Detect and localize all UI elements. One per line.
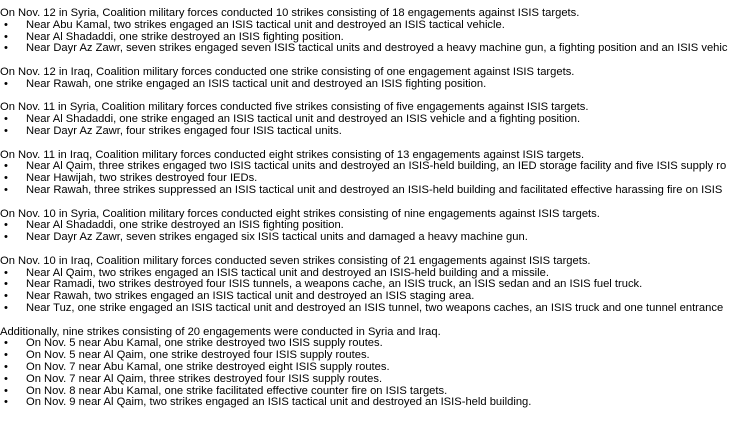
bullet-icon: • (4, 183, 8, 196)
list-item-text: Near Abu Kamal, two strikes engaged an ISIS tactical unit and destroyed an ISIS tactical vehicle. (26, 18, 505, 31)
bullet-icon: • (4, 231, 8, 244)
bullet-icon: • (4, 349, 8, 362)
bullet-icon: • (4, 18, 8, 31)
report-section (0, 256, 743, 315)
report-section (0, 67, 743, 91)
bullet-icon: • (4, 30, 8, 43)
list-item-text: Near Dayr Az Zawr, seven strikes engaged six ISIS tactical units and damaged a heavy machine gun. (26, 231, 528, 244)
strike-list (0, 161, 743, 196)
list-item (0, 43, 743, 55)
section-intro: On Nov. 10 in Iraq, Coalition military forces conducted seven strikes consisting of 21 engagements against ISIS targets. (0, 254, 591, 267)
bullet-icon: • (4, 290, 8, 303)
section-intro: On Nov. 10 in Syria, Coalition military forces conducted eight strikes consisting of nine engagements against ISIS targets. (0, 207, 600, 220)
list-item-text: Near Rawah, one strike engaged an ISIS tactical unit and destroyed an ISIS fighting position. (26, 77, 487, 90)
bullet-icon: • (4, 360, 8, 373)
list-item-text: Near Dayr Az Zawr, four strikes engaged four ISIS tactical units. (26, 124, 342, 137)
list-item-text: Near Al Qaim, two strikes engaged an ISIS tactical unit and destroyed an ISIS-held building and a missile. (26, 266, 549, 279)
bullet-icon: • (4, 160, 8, 173)
list-item (0, 303, 743, 315)
bullet-icon: • (4, 278, 8, 291)
report-section (0, 327, 743, 410)
bullet-icon: • (4, 337, 8, 350)
bullet-icon: • (4, 124, 8, 137)
bullet-icon: • (4, 384, 8, 397)
bullet-icon: • (4, 396, 8, 409)
list-item (0, 232, 743, 244)
list-item-text: On Nov. 7 near Abu Kamal, one strike destroyed eight ISIS supply routes. (26, 360, 390, 373)
list-item-text: Near Rawah, two strikes engaged an ISIS tactical unit and destroyed an ISIS staging area. (26, 290, 475, 303)
bullet-icon: • (4, 113, 8, 126)
list-item-text: Near Al Shadaddi, one strike destroyed an ISIS fighting position. (26, 219, 344, 232)
list-item-text: On Nov. 5 near Abu Kamal, one strike destroyed two ISIS supply routes. (26, 337, 383, 350)
section-intro: On Nov. 11 in Iraq, Coalition military forces conducted eight strikes consisting of 13 engagements against ISIS targets. (0, 148, 585, 161)
list-item-text: On Nov. 8 near Abu Kamal, one strike facilitated effective counter fire on ISIS targets. (26, 384, 448, 397)
strike-list (0, 268, 743, 315)
list-item-text: Near Al Qaim, three strikes engaged two ISIS tactical units and destroyed an ISIS-held building, an IED storage facility and five ISIS supply ro (26, 160, 727, 173)
bullet-icon: • (4, 172, 8, 185)
list-item-text: Near Hawijah, two strikes destroyed four IEDs. (26, 172, 258, 185)
list-item-text: Near Tuz, one strike engaged an ISIS tactical unit and destroyed an ISIS tunnel, two weapons caches, an ISIS truck and one tunnel entrance (26, 301, 724, 314)
list-item-text: On Nov. 9 near Al Qaim, two strikes engaged an ISIS tactical unit and destroyed an ISIS-held building. (26, 396, 532, 409)
list-item-text: On Nov. 5 near Al Qaim, one strike destroyed four ISIS supply routes. (26, 349, 370, 362)
bullet-icon: • (4, 219, 8, 232)
section-intro: Additionally, nine strikes consisting of 20 engagements were conducted in Syria and Iraq. (0, 325, 441, 338)
list-item (0, 79, 743, 91)
section-intro: On Nov. 12 in Iraq, Coalition military forces conducted one strike consisting of one engagement against ISIS targets. (0, 65, 575, 78)
list-item (0, 397, 743, 409)
list-item-text: Near Al Shadaddi, one strike engaged an ISIS tactical unit and destroyed an ISIS vehicle and a fighting position. (26, 113, 581, 126)
report-section (0, 8, 743, 55)
list-item-text: Near Dayr Az Zawr, seven strikes engaged seven ISIS tactical units and destroyed a heavy machine gun, a fighting position and an ISIS vehic (26, 42, 728, 55)
section-intro: On Nov. 12 in Syria, Coalition military forces conducted 10 strikes consisting of 18 engagements against ISIS targets. (0, 7, 580, 19)
strike-list (0, 20, 743, 55)
list-item-text: Near Ramadi, two strikes destroyed four ISIS tunnels, a weapons cache, an ISIS truck, an ISIS sedan and an ISIS fuel truck. (26, 278, 643, 291)
report-section (0, 102, 743, 137)
strike-list (0, 79, 743, 91)
list-item-text: Near Rawah, three strikes suppressed an ISIS tactical unit and destroyed an ISIS-held building and facilitated effective harassing fire on ISIS (26, 183, 723, 196)
report-section (0, 209, 743, 244)
bullet-icon: • (4, 372, 8, 385)
strike-list (0, 338, 743, 409)
bullet-icon: • (4, 77, 8, 90)
bullet-icon: • (4, 266, 8, 279)
bullet-icon: • (4, 42, 8, 55)
strike-list (0, 220, 743, 244)
bullet-icon: • (4, 301, 8, 314)
list-item-text: On Nov. 7 near Al Qaim, three strikes destroyed four ISIS supply routes. (26, 372, 383, 385)
report-section (0, 150, 743, 197)
section-intro: On Nov. 11 in Syria, Coalition military forces conducted five strikes consisting of five engagements against ISIS targets. (0, 101, 589, 114)
list-item (0, 185, 743, 197)
list-item-text: Near Al Shadaddi, one strike destroyed an ISIS fighting position. (26, 30, 344, 43)
strike-list (0, 114, 743, 138)
strike-report-document (0, 8, 743, 421)
list-item (0, 126, 743, 138)
